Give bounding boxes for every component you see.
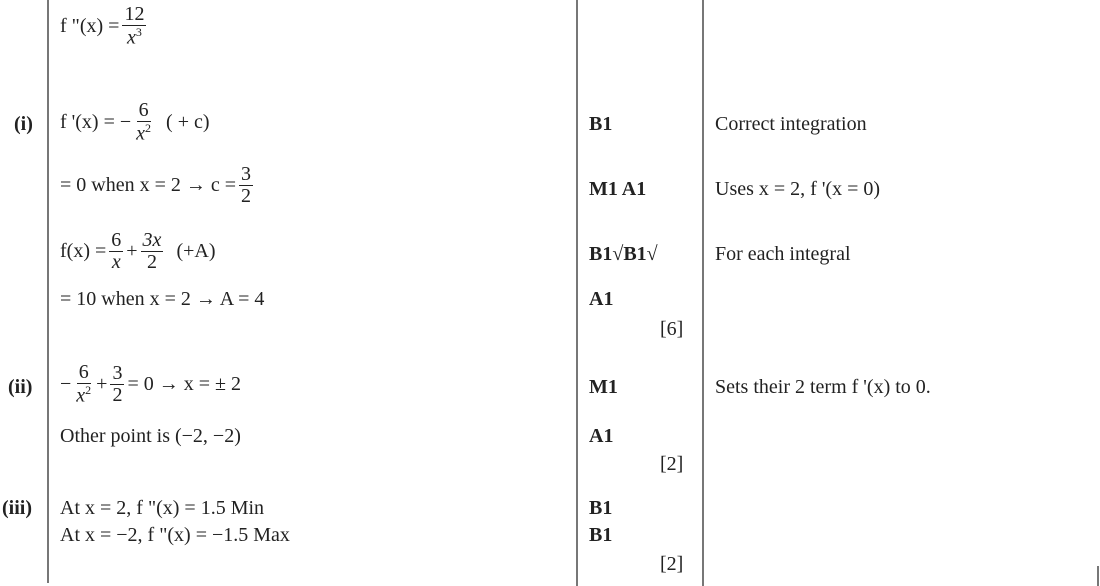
i1-exp: 2	[145, 121, 152, 135]
working-iii-line1: At x = 2, f "(x) = 1.5 Min	[60, 497, 265, 519]
comment-i1: Correct integration	[715, 113, 867, 135]
column-divider-marks	[576, 0, 578, 586]
given-equation	[60, 4, 149, 49]
ii1-num2: 3	[112, 361, 123, 384]
part-label-ii: (ii)	[8, 376, 33, 398]
i3-lhs: f(x) =	[60, 240, 107, 262]
mark-iii2: B1	[589, 524, 613, 546]
i3-plus: +	[126, 240, 138, 262]
given-num: 12	[124, 3, 145, 25]
given-exp: 3	[135, 25, 142, 39]
mark-ii1: M1	[589, 376, 618, 398]
working-i-line3	[60, 230, 215, 273]
mark-iii1: B1	[589, 497, 613, 519]
given-lhs: f "(x) =	[60, 14, 120, 37]
working-i-line2	[60, 164, 256, 207]
given-den: x	[126, 26, 136, 49]
comment-ii1: Sets their 2 term f '(x) to 0.	[715, 376, 931, 398]
mark-i4: A1	[589, 288, 614, 310]
i2-num: 3	[241, 163, 252, 185]
comment-i2: Uses x = 2, f '(x = 0)	[715, 178, 881, 200]
mark-i-total: [6]	[660, 318, 684, 340]
i3-num2: 3x	[142, 229, 162, 251]
ii1-minus: −	[60, 372, 72, 395]
mark-i3: B1√B1√	[589, 243, 658, 265]
column-divider-right	[1097, 566, 1099, 586]
ii1-den1: x	[76, 384, 86, 407]
mark-ii2: A1	[589, 425, 614, 447]
working-i-line1	[60, 100, 210, 145]
working-ii-line2: Other point is (−2, −2)	[60, 425, 241, 447]
i2-text: = 0 when x = 2 → c =	[60, 174, 237, 196]
i1-den: x	[136, 122, 146, 145]
part-label-i: (i)	[14, 113, 33, 135]
mark-iii-total: [2]	[660, 553, 684, 575]
working-ii-line1	[60, 362, 241, 407]
mark-ii-total: [2]	[660, 453, 684, 475]
i3-num1: 6	[111, 229, 122, 251]
i1-num: 6	[138, 99, 149, 121]
part-label-iii: (iii)	[2, 497, 32, 519]
i2-den: 2	[241, 185, 252, 207]
i1-lhs: f '(x) = −	[60, 110, 132, 133]
ii1-exp: 2	[85, 383, 92, 397]
i3-tail: (+A)	[176, 240, 216, 262]
working-iii-line2: At x = −2, f "(x) = −1.5 Max	[60, 524, 290, 546]
working-i-line4: = 10 when x = 2 → A = 4	[60, 288, 265, 310]
i3-den1: x	[111, 251, 121, 273]
ii1-num1: 6	[78, 361, 89, 383]
ii1-den2: 2	[112, 383, 123, 406]
ii1-plus: +	[96, 372, 108, 395]
i1-tail: ( + c)	[166, 110, 210, 133]
comment-i3: For each integral	[715, 243, 851, 265]
ii1-tail: = 0 → x = ± 2	[127, 372, 241, 395]
column-divider-left	[47, 0, 49, 583]
mark-i2: M1 A1	[589, 178, 647, 200]
column-divider-comments	[702, 0, 704, 586]
i3-den2: 2	[146, 251, 157, 273]
mark-i1: B1	[589, 113, 613, 135]
